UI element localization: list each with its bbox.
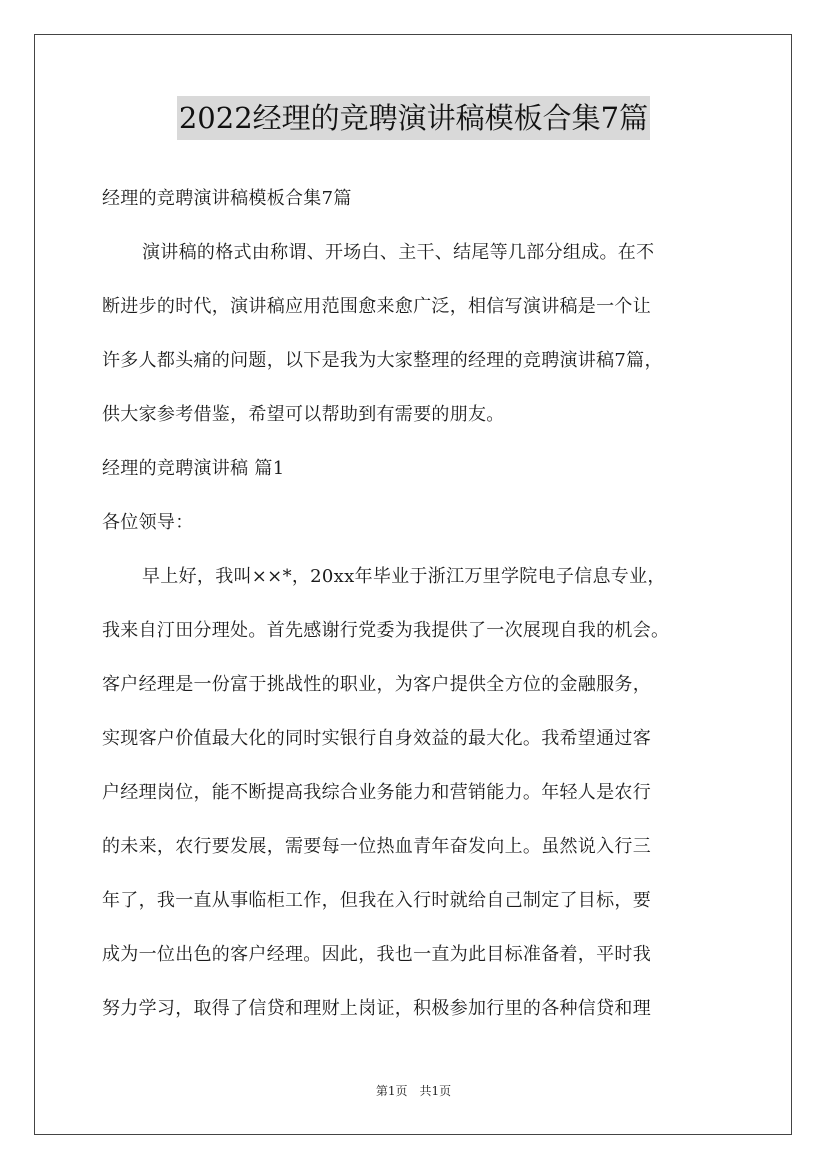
text-line: 成为一位出色的客户经理。因此，我也一直为此目标准备着，平时我 — [102, 944, 651, 965]
text-line: 许多人都头痛的问题，以下是我为大家整理的经理的竞聘演讲稿7篇， — [102, 350, 663, 371]
text-line: 客户经理是一份富于挑战性的职业，为客户提供全方位的金融服务， — [102, 674, 651, 695]
text-line: 演讲稿的格式由称谓、开场白、主干、结尾等几部分组成。在不 — [142, 242, 655, 263]
text-line: 年了，我一直从事临柜工作，但我在入行时就给自己制定了目标，要 — [102, 890, 651, 911]
text-line: 供大家参考借鉴，希望可以帮助到有需要的朋友。 — [102, 404, 505, 425]
text-line: 经理的竞聘演讲稿模板合集7篇 — [102, 188, 352, 209]
text-line: 早上好，我叫××*，20xx年毕业于浙江万里学院电子信息专业， — [142, 566, 666, 587]
text-line: 各位领导： — [102, 512, 194, 533]
text-line: 经理的竞聘演讲稿 篇1 — [102, 458, 285, 479]
text-line: 我来自汀田分理处。首先感谢行党委为我提供了一次展现自我的机会。 — [102, 620, 670, 641]
title-container — [0, 96, 827, 140]
text-line: 努力学习，取得了信贷和理财上岗证，积极参加行里的各种信贷和理 — [102, 998, 651, 1019]
text-line: 断进步的时代，演讲稿应用范围愈来愈广泛，相信写演讲稿是一个让 — [102, 296, 651, 317]
page-footer: 第1页 共1页 — [375, 1084, 452, 1098]
text-line: 实现客户价值最大化的同时实银行自身效益的最大化。我希望通过客 — [102, 728, 651, 749]
document-body — [102, 172, 726, 1036]
text-line: 的未来，农行要发展，需要每一位热血青年奋发向上。虽然说入行三 — [102, 836, 651, 857]
text-line: 户经理岗位，能不断提高我综合业务能力和营销能力。年轻人是农行 — [102, 782, 651, 803]
document-title: 2022经理的竞聘演讲稿模板合集7篇 — [177, 96, 650, 140]
